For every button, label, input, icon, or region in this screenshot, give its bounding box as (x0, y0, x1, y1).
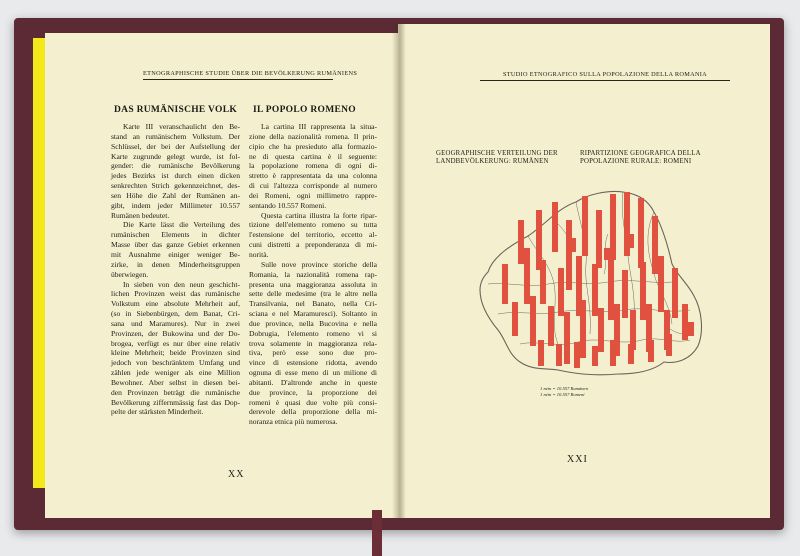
italian-text-line: Sulle nove province storiche della (261, 259, 377, 269)
italian-text-line: La cartina III rappresenta la situa- (261, 122, 377, 131)
german-text-line: In sieben von den neun geschicht- (123, 279, 240, 289)
population-bar (592, 264, 598, 316)
population-bar (582, 196, 588, 256)
bookmark-ribbon (372, 510, 382, 556)
german-text-line: gender: die rumänische Bevölkerung (111, 161, 240, 171)
german-text-line: lichen Provinzen weist das rumänische (111, 289, 240, 299)
german-text-line: Provinzen, der Bukowina und der Do- (111, 328, 240, 338)
population-bar (666, 334, 672, 356)
german-text-line: Bewohner. Aber selbst in diesen bei- (111, 377, 240, 387)
german-text-line: brogea, verfügt es nur über eine relativ (111, 338, 240, 348)
population-bar (524, 248, 530, 304)
german-text-line: gibt, indem jeder Millimeter 10.557 (111, 200, 240, 210)
population-bar (682, 304, 688, 340)
population-bar (638, 198, 644, 268)
italian-text-line: sentando 10.557 Romeni. (249, 200, 327, 210)
population-bar (540, 260, 546, 304)
german-text-line: jedoch von beschränktem Umfang und (111, 358, 240, 368)
population-bar (518, 220, 524, 264)
population-bar (564, 312, 570, 364)
population-bar (628, 234, 634, 248)
italian-text-line: Dobrugia, l'elemento romeno vi si (249, 328, 377, 338)
german-text-line: jedes Bezirks ist durch einen dicken (111, 171, 240, 181)
german-text-line: stand an rumänischem Volkstum. Der (111, 131, 240, 141)
italian-text-line: la popolazione romena di ogni di- (249, 161, 377, 171)
german-text-line: Die Karte lässt die Verteilung des (123, 220, 240, 230)
left-running-head: ETNOGRAPHISCHE STUDIE ÜBER DIE BEVÖLKERUNG RUMÄNIENS (143, 70, 358, 77)
german-text-line: Volkstum eine absolute Mehrheit auf, (111, 299, 240, 309)
german-text-line: sana und Maramures). Nur in zwei (111, 318, 240, 328)
german-text-line: überwiegen. (111, 269, 149, 279)
population-bar (652, 216, 658, 274)
italian-text-line: derevole della proporzione della mi- (249, 407, 377, 417)
italian-text-line: di cui l'altezza corrisponde al numero (249, 181, 377, 191)
population-bar (622, 270, 628, 318)
german-text-line: Karte zugrunde gelegt wurde, ist fol- (111, 151, 240, 161)
map-legend: 1 m/m = 10.557 Rumänen 1 m/m = 10.557 Romeni (540, 386, 588, 397)
italian-text-line: Questa cartina illustra la forte ripar- (261, 210, 377, 220)
italian-text-line: zione della nazionalità romena. Il prin- (249, 131, 377, 141)
population-bar (580, 300, 586, 358)
population-bar (610, 340, 616, 366)
italian-column (249, 122, 377, 427)
caption-german: GEOGRAPHISCHE VERTEILUNG DER LANDBEVÖLKERUNG: RUMÄNEN (436, 150, 558, 166)
german-text-line: sen Höhe die Zahl der Rumänen an- (111, 190, 240, 200)
german-text-line: mit Ausnahme einiger weniger Be- (111, 249, 240, 259)
italian-text-line: trova solamente in maggioranza rela- (249, 338, 377, 348)
population-bar (570, 238, 576, 252)
population-bar (574, 342, 580, 368)
population-bar (566, 220, 572, 290)
population-bar (610, 194, 616, 260)
italian-text-line: stretto è rappresentata da una colonna (249, 171, 377, 181)
population-bar (512, 302, 518, 336)
population-bar (658, 256, 664, 312)
german-text-line: (so in Siebenbürgen, dem Banat, Cri- (111, 309, 240, 319)
population-bar (596, 210, 602, 268)
italian-text-line: noranza etnica più numerosa. (249, 417, 338, 427)
german-text-line: Bevölkerung ziffernmässig fast das Dop- (111, 397, 240, 407)
population-bar (552, 202, 558, 252)
german-text-line: zählen jede weniger als eine Million (111, 368, 240, 378)
italian-text-line: romeni è quasi due volte più consi- (249, 397, 377, 407)
italian-text-line: cipio che ha presieduto alla formazio- (249, 141, 377, 151)
italian-text-line: tizione dell'elemento romeno su tutta (249, 220, 377, 230)
italian-text-line: cuni distretti a preponderanza di mi- (249, 240, 377, 250)
german-text-line: zirke, in denen Minderheitsgruppen (111, 259, 240, 269)
population-bar (688, 322, 694, 336)
italian-text-line: due province, nella Bucovina e nella (249, 318, 377, 328)
population-bar (672, 268, 678, 318)
italian-text-line: dei Romeni, ogni millimetro rappre- (249, 190, 377, 200)
german-text-line: pelte der stärksten Minderheit. (111, 407, 204, 417)
population-bar (648, 340, 654, 362)
left-page-number: XX (228, 469, 245, 480)
population-bar (548, 306, 554, 346)
italian-text-line: sette delle medesime (tra le altre nella (249, 289, 377, 299)
population-bar (530, 296, 536, 346)
italian-text-line: abitanti. D'altronde anche in queste (249, 377, 377, 387)
left-page (45, 33, 398, 518)
german-title: DAS RUMÄNISCHE VOLK (114, 105, 238, 115)
italian-text-line: Romania, la nazionalità romena rap- (249, 269, 377, 279)
german-text-line: Masse über das ganze Gebiet erkennen (111, 240, 240, 250)
italian-text-line: vince di estensione ridotta, avendo (249, 358, 377, 368)
italian-text-line: sciana e nel Maramuresci). Soltanto in (249, 309, 377, 319)
romania-map (458, 164, 718, 394)
german-text-line: kleine Mehrheit; beide Provinzen sind (111, 348, 240, 358)
caption-italian: RIPARTIZIONE GEOGRAFICA DELLA POPOLAZIONE RURALE: ROMENI (580, 150, 701, 166)
italian-title: IL POPOLO ROMENO (253, 105, 356, 115)
population-bar (598, 308, 604, 352)
right-running-head: STUDIO ETNOGRAFICO SULLA POPOLAZIONE DELLA ROMANIA (502, 71, 708, 78)
italian-text-line: l'estensione del territorio, eccetto al- (249, 230, 377, 240)
book-gutter (392, 24, 406, 518)
italian-text-line: due province, la proporzione dei (249, 387, 377, 397)
right-page-number: XXI (567, 454, 588, 465)
german-text-line: Schlüssel, der bei der Aufstellung der (111, 141, 240, 151)
population-bar (640, 262, 646, 320)
italian-text-line: norità. (249, 249, 269, 259)
population-bar (556, 344, 562, 366)
german-text-line: Rumänen bedeutet. (111, 210, 170, 220)
italian-text-line: Transilvania, nel Banato, nella Cri- (249, 299, 377, 309)
german-text-line: Karte III veranschaulicht den Be- (123, 122, 240, 131)
german-text-line: rumänischen Elements in dichter (111, 230, 240, 240)
german-text-line: senkrechten Strich gekennzeichnet, des- (111, 181, 240, 191)
italian-text-line: presenta una maggioranza assoluta in (249, 279, 377, 289)
german-column (111, 122, 240, 417)
italian-text-line: tiva, però esse sono due pro- (249, 348, 377, 358)
population-bar (538, 340, 544, 366)
population-bar (608, 260, 614, 320)
german-text-line: den Provinzen beträgt die rumänische (111, 387, 240, 397)
population-bar (558, 268, 564, 316)
italian-text-line: ne di questa cartina è il seguente: (249, 151, 377, 161)
population-bar (592, 346, 598, 366)
population-bars (502, 192, 694, 368)
population-bar (604, 248, 610, 260)
right-head-rule (480, 80, 730, 81)
right-page (398, 24, 770, 518)
italian-text-line: ognuna di esse meno di un milione di (249, 368, 377, 378)
population-bar (502, 264, 508, 304)
population-bar (628, 344, 634, 364)
left-head-rule (143, 79, 333, 80)
